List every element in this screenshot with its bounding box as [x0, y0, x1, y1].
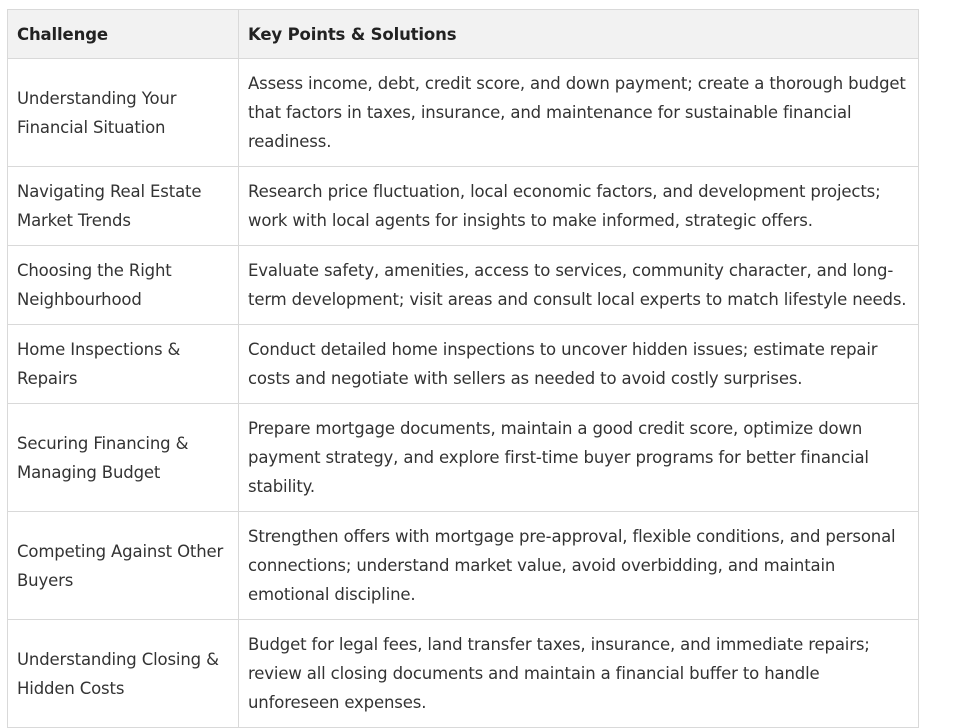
solution-cell: Assess income, debt, credit score, and down payment; create a thorough budget that factors in taxes, insurance, and maintenance for sustainable financial readiness.	[239, 59, 919, 167]
challenge-cell: Competing Against Other Buyers	[8, 512, 239, 620]
challenge-cell: Home Inspections & Repairs	[8, 325, 239, 404]
challenge-cell: Securing Financing & Managing Budget	[8, 404, 239, 512]
solution-cell: Strengthen offers with mortgage pre-approval, flexible conditions, and personal connections; understand market value, avoid overbidding, and maintain emotional discipline.	[239, 512, 919, 620]
header-key-points: Key Points & Solutions	[239, 10, 919, 59]
header-challenge: Challenge	[8, 10, 239, 59]
table-row	[8, 325, 919, 404]
table-row	[8, 167, 919, 246]
table-row	[8, 620, 919, 728]
solution-cell: Prepare mortgage documents, maintain a good credit score, optimize down payment strategy, and explore first-time buyer programs for better financial stability.	[239, 404, 919, 512]
solution-cell: Conduct detailed home inspections to uncover hidden issues; estimate repair costs and negotiate with sellers as needed to avoid costly surprises.	[239, 325, 919, 404]
table-header-row	[8, 10, 919, 59]
table-row	[8, 512, 919, 620]
challenge-cell: Understanding Your Financial Situation	[8, 59, 239, 167]
challenges-table-container	[7, 9, 918, 728]
solution-cell: Evaluate safety, amenities, access to services, community character, and long-term development; visit areas and consult local experts to match lifestyle needs.	[239, 246, 919, 325]
challenges-table	[7, 9, 919, 728]
challenge-cell: Navigating Real Estate Market Trends	[8, 167, 239, 246]
solution-cell: Research price fluctuation, local economic factors, and development projects; work with local agents for insights to make informed, strategic offers.	[239, 167, 919, 246]
challenge-cell: Choosing the Right Neighbourhood	[8, 246, 239, 325]
table-row	[8, 246, 919, 325]
solution-cell: Budget for legal fees, land transfer taxes, insurance, and immediate repairs; review all closing documents and maintain a financial buffer to handle unforeseen expenses.	[239, 620, 919, 728]
challenge-cell: Understanding Closing & Hidden Costs	[8, 620, 239, 728]
table-row	[8, 59, 919, 167]
table-row	[8, 404, 919, 512]
